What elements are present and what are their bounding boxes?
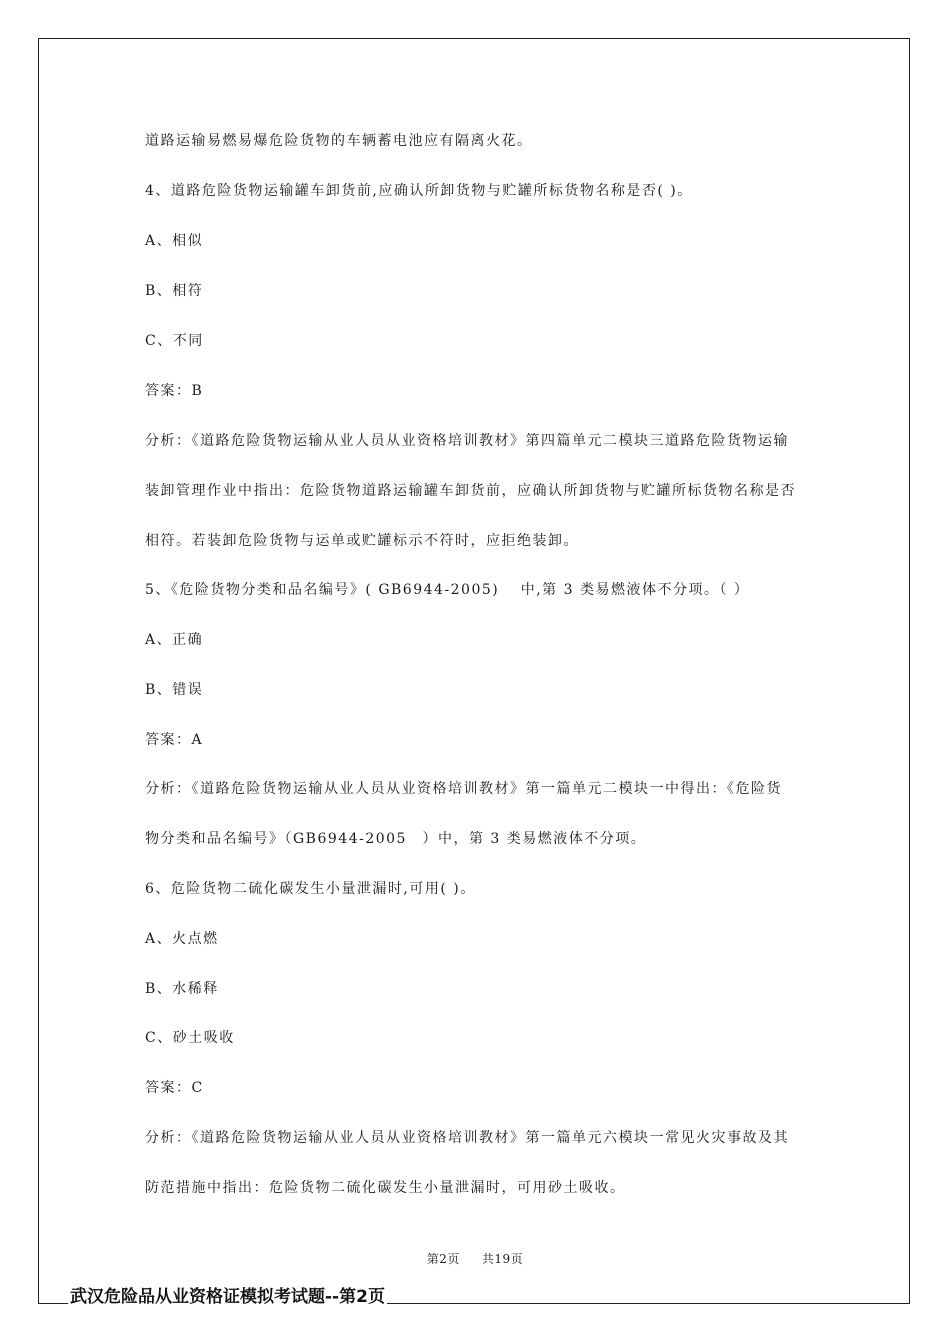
option-b: B、水稀释 [145, 981, 219, 997]
document-title: 武汉危险品从业资格证模拟考试题--第2页 [70, 1287, 385, 1307]
option-a: A、正确 [145, 632, 204, 648]
analysis-line: 物分类和品名编号》（GB6944-2005 ）中，第 3 类易燃液体不分项。 [145, 831, 647, 847]
text-line: 道路运输易燃易爆危险货物的车辆蓄电池应有隔离火花。 [145, 133, 533, 149]
answer: 答案：A [145, 732, 204, 748]
page-number [0, 1250, 950, 1267]
option-a: A、相似 [145, 233, 204, 249]
analysis-line: 分析：《道路危险货物运输从业人员从业资格培训教材》第四篇单元二模块三道路危险货物运输 [145, 433, 789, 449]
option-a: A、火点燃 [145, 931, 219, 947]
option-b: B、相符 [145, 283, 204, 299]
analysis-line: 分析：《道路危险货物运输从业人员从业资格培训教材》第一篇单元六模块一常见火灾事故及其 [145, 1130, 789, 1146]
analysis-line: 装卸管理作业中指出：危险货物道路运输罐车卸货前，应确认所卸货物与贮罐所标货物名称是否 [145, 483, 796, 499]
question-4: 4、道路危险货物运输罐车卸货前,应确认所卸货物与贮罐所标货物名称是否( )。 [145, 183, 693, 199]
answer: 答案：B [145, 383, 204, 399]
page-frame [38, 38, 910, 1304]
page-total: 共19页 [481, 1252, 524, 1266]
analysis-line: 分析：《道路危险货物运输从业人员从业资格培训教材》第一篇单元二模块一中得出：《危险货 [145, 781, 782, 797]
option-b: B、错误 [145, 682, 204, 698]
answer: 答案：C [145, 1080, 204, 1096]
question-5: 5、《危险货物分类和品名编号》( GB6944-2005) 中,第 3 类易燃液体不分项。（ ） [145, 582, 750, 598]
analysis-line: 相符。若装卸危险货物与运单或贮罐标示不符时，应拒绝装卸。 [145, 533, 579, 549]
option-c: C、砂土吸收 [145, 1030, 235, 1046]
option-c: C、不同 [145, 333, 204, 349]
analysis-line: 防范措施中指出：危险货物二硫化碳发生小量泄漏时，可用砂土吸收。 [145, 1180, 626, 1196]
question-6: 6、危险货物二硫化碳发生小量泄漏时,可用( )。 [145, 881, 476, 897]
page-current: 第2页 [426, 1252, 460, 1266]
